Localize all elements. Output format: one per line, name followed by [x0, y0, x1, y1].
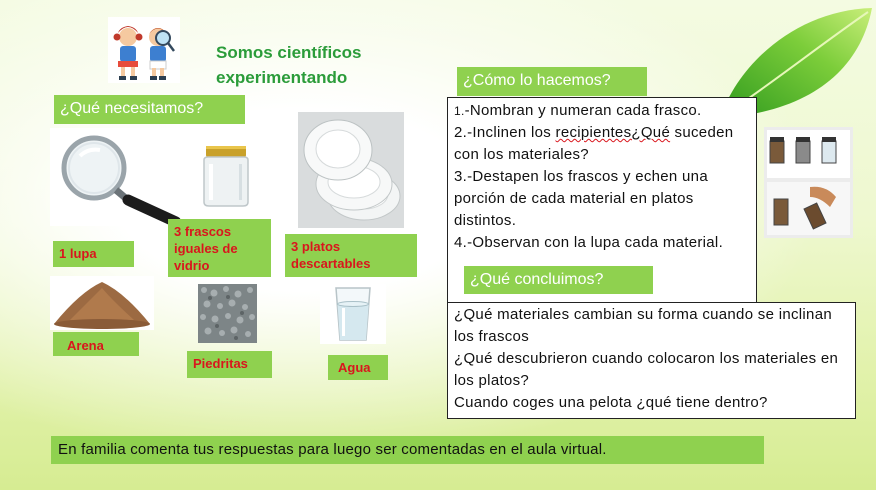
step-2-post: suceden con los materiales? — [454, 124, 734, 163]
step-2-pre: 2.-Inclinen los — [454, 124, 556, 141]
step-1 — [454, 100, 750, 122]
jars-steps-image — [764, 127, 853, 238]
label-frascos: 3 frascos iguales de vidrio — [168, 219, 271, 277]
plates-image — [298, 112, 404, 228]
label-lupa: 1 lupa — [53, 241, 134, 267]
page-title-line2: experimentando — [216, 68, 348, 87]
water-glass-image — [320, 284, 386, 344]
step-1-number: 1. — [454, 104, 465, 118]
question-3: Cuando coges una pelota ¿qué tiene dentro? — [454, 394, 768, 411]
step-2-underlined: recipientes¿Qué — [555, 124, 671, 141]
jar-image — [195, 142, 257, 208]
step-1-text: -Nombran y numeran cada frasco. — [464, 102, 702, 119]
page-title — [216, 40, 436, 90]
sand-image — [50, 276, 154, 330]
label-piedritas: Piedritas — [187, 351, 272, 378]
stones-image — [198, 284, 257, 343]
scientists-image — [108, 17, 180, 83]
como-heading: ¿Cómo lo hacemos? — [457, 67, 647, 96]
page-title-line1: Somos científicos — [216, 43, 362, 62]
necesitamos-heading: ¿Qué necesitamos? — [54, 95, 245, 124]
label-agua: Agua — [328, 355, 388, 380]
question-1: ¿Qué materiales cambian su forma cuando se inclinan los frascos — [454, 306, 832, 345]
concluimos-heading: ¿Qué concluimos? — [464, 266, 653, 294]
footer-banner: En familia comenta tus respuestas para luego ser comentadas en el aula virtual. — [51, 436, 764, 464]
label-arena: Arena — [53, 332, 139, 356]
label-platos: 3 platos descartables — [285, 234, 417, 277]
question-2: ¿Qué descubrieron cuando colocaron los materiales en los platos? — [454, 350, 839, 389]
magnifier-image — [50, 128, 184, 226]
step-2 — [454, 122, 750, 166]
step-4: 4.-Observan con la lupa cada material. — [454, 234, 724, 251]
questions-box — [447, 302, 856, 419]
step-3: 3.-Destapen los frascos y echen una porción de cada material en platos distintos. — [454, 168, 708, 229]
